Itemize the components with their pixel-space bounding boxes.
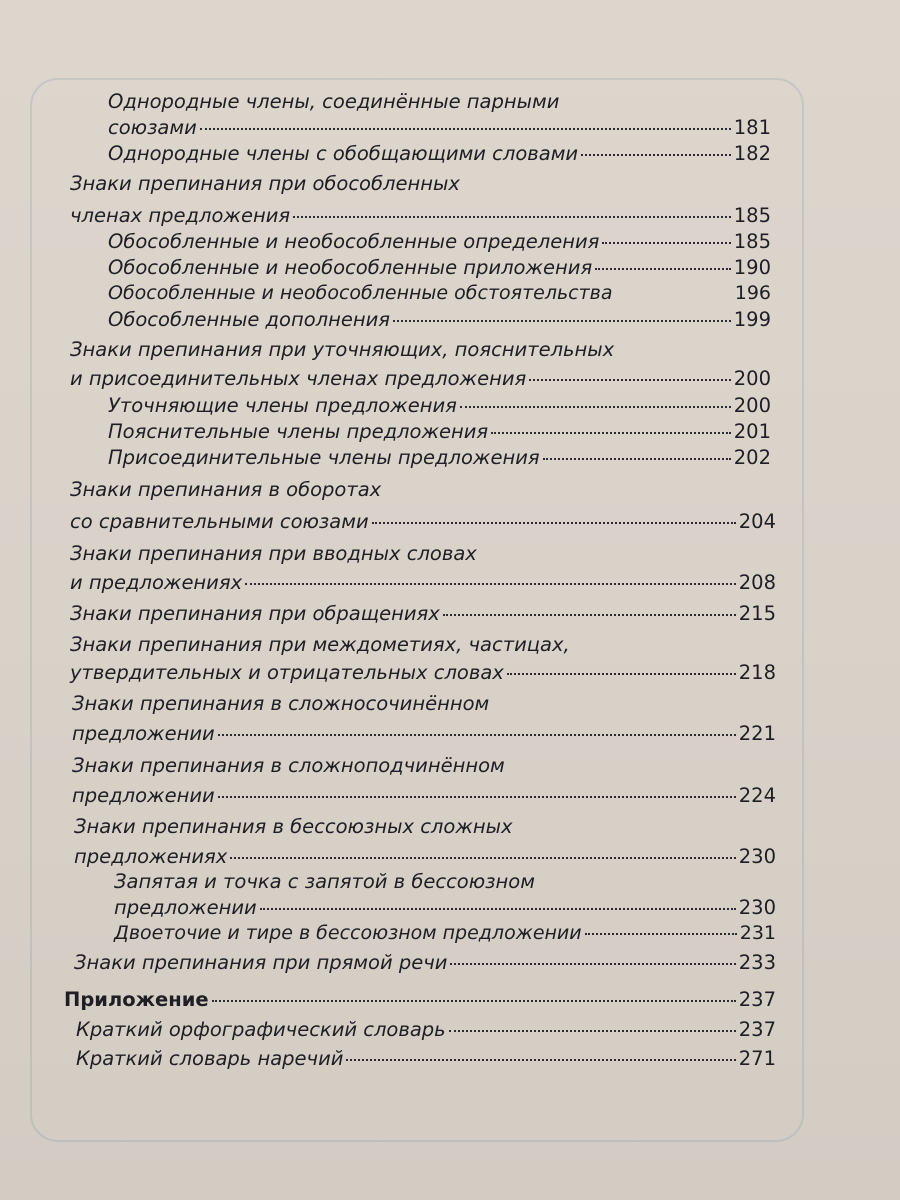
toc-entry xyxy=(114,922,776,944)
toc-entry-title: Знаки препинания при уточняющих, пояснительных xyxy=(70,338,615,361)
toc-page-number: 231 xyxy=(739,922,776,944)
toc-entry-title: Знаки препинания при прямой речи xyxy=(74,951,448,974)
leader-dots xyxy=(200,128,731,130)
toc-entry-title: Краткий словарь наречий xyxy=(76,1047,344,1070)
toc-entry-title: Присоединительные члены предложения xyxy=(108,446,540,469)
toc-page-number: 224 xyxy=(738,784,776,807)
toc-entry-title: предложении xyxy=(72,722,215,745)
toc-entry-title: Обособленные дополнения xyxy=(108,308,390,331)
leader-dots xyxy=(260,908,736,910)
toc-entry-title: Знаки препинания при обособленных xyxy=(70,172,460,195)
toc-entry xyxy=(74,845,776,868)
leader-dots xyxy=(372,522,736,524)
toc-entry xyxy=(108,116,771,139)
toc-entry-title: предложении xyxy=(72,784,215,807)
toc-entry xyxy=(70,542,776,565)
toc-page-number: 237 xyxy=(738,988,776,1011)
toc-page-number: 230 xyxy=(738,845,776,868)
toc-entry xyxy=(74,951,776,974)
toc-entry xyxy=(114,870,776,893)
toc-entry-title: Знаки препинания в сложноподчинённом xyxy=(72,754,505,777)
leader-dots xyxy=(230,857,736,859)
toc-entry-title: союзами xyxy=(108,116,197,139)
toc-page-number: 201 xyxy=(733,420,771,443)
toc-entry xyxy=(114,896,776,919)
toc-entry xyxy=(72,754,776,777)
toc-entry xyxy=(70,204,771,227)
toc-entry xyxy=(70,602,776,625)
toc-entry-title: Знаки препинания в сложносочинённом xyxy=(72,692,490,715)
toc-page-number: 190 xyxy=(733,256,771,279)
toc-page-number: 204 xyxy=(738,510,776,533)
toc-page-number: 185 xyxy=(733,230,771,253)
toc-entry xyxy=(70,172,771,195)
leader-dots xyxy=(346,1059,735,1061)
leader-dots xyxy=(460,406,731,408)
toc-entry-title: Пояснительные члены предложения xyxy=(108,420,489,443)
toc-entry-title: Краткий орфографический словарь xyxy=(76,1018,446,1041)
leader-dots xyxy=(585,933,737,935)
toc-page-number: 182 xyxy=(733,142,771,165)
toc-entry xyxy=(108,446,771,469)
toc-page-number: 199 xyxy=(733,308,771,331)
toc-page-number: 221 xyxy=(738,722,776,745)
toc-entry-title: Знаки препинания при вводных словах xyxy=(70,542,477,565)
leader-dots xyxy=(543,458,731,460)
toc-entry-title: Обособленные и необособленные определения xyxy=(108,230,600,253)
toc-entry xyxy=(108,282,771,304)
toc-entry-title: Обособленные и необособленные приложения xyxy=(108,256,593,279)
toc-entry xyxy=(70,367,771,390)
toc-page-number: 230 xyxy=(738,896,776,919)
toc-entry-title: Двоеточие и тире в бессоюзном предложении xyxy=(114,922,582,944)
leader-dots xyxy=(218,734,736,736)
toc-entry-title: предложениях xyxy=(74,845,228,868)
toc-entry xyxy=(72,722,776,745)
toc-entry xyxy=(72,784,776,807)
toc-entry xyxy=(108,420,771,443)
leader-dots xyxy=(450,963,735,965)
toc-page-number: 233 xyxy=(738,951,776,974)
toc-entry xyxy=(108,90,771,113)
toc-entry-title: и предложениях xyxy=(70,571,243,594)
toc-entry xyxy=(70,633,776,656)
toc-page-number: 181 xyxy=(733,116,771,139)
toc-entry-title: Приложение xyxy=(64,988,209,1011)
toc-entry xyxy=(70,571,776,594)
toc-page-number: 200 xyxy=(733,367,771,390)
toc-entry-title: Знаки препинания при междометиях, частицах, xyxy=(70,633,570,656)
toc-entry xyxy=(70,661,776,684)
leader-dots xyxy=(507,673,736,675)
toc-entry-title: Обособленные и необособленные обстоятельства xyxy=(108,282,613,304)
toc-entry xyxy=(72,692,776,715)
toc-entry-appendix xyxy=(64,988,776,1011)
toc-page-number: 185 xyxy=(733,204,771,227)
leader-dots xyxy=(212,1000,736,1002)
toc-entry-title: членах предложения xyxy=(70,204,291,227)
toc-entry xyxy=(70,478,776,501)
toc-entry-title: предложении xyxy=(114,896,257,919)
toc-page-number: 200 xyxy=(733,394,771,417)
toc-page-number: 237 xyxy=(738,1018,776,1041)
toc-entry-title: Однородные члены с обобщающими словами xyxy=(108,142,579,165)
toc-entry-title: Запятая и точка с запятой в бессоюзном xyxy=(114,870,535,893)
toc-page-number: 271 xyxy=(738,1047,776,1070)
toc-entry xyxy=(76,1018,776,1041)
toc-page-number: 202 xyxy=(733,446,771,469)
toc-entry xyxy=(108,308,771,331)
leader-dots xyxy=(218,796,736,798)
toc-entry xyxy=(108,394,771,417)
toc-entry-title: со сравнительными союзами xyxy=(70,510,369,533)
leader-dots xyxy=(595,268,731,270)
toc-entry xyxy=(70,510,776,533)
toc-entry-title: Знаки препинания в оборотах xyxy=(70,478,382,501)
toc-page-number: 215 xyxy=(738,602,776,625)
toc-entry-title: утвердительных и отрицательных словах xyxy=(70,661,504,684)
toc-entry-title: Знаки препинания в бессоюзных сложных xyxy=(74,815,513,838)
toc-entry xyxy=(70,338,771,361)
toc-page-number: 218 xyxy=(738,661,776,684)
toc-entry xyxy=(108,142,771,165)
leader-dots xyxy=(529,379,731,381)
toc-entry-title: Знаки препинания при обращениях xyxy=(70,602,440,625)
toc-entry xyxy=(108,256,771,279)
leader-dots xyxy=(245,583,736,585)
toc-page-number: 208 xyxy=(738,571,776,594)
leader-dots xyxy=(293,216,731,218)
toc-entry-title: Однородные члены, соединённые парными xyxy=(108,90,560,113)
leader-dots xyxy=(602,242,730,244)
toc-page-number: 196 xyxy=(734,282,771,304)
toc-entry xyxy=(108,230,771,253)
toc-entry xyxy=(76,1047,776,1070)
toc-entry-title: Уточняющие члены предложения xyxy=(108,394,457,417)
toc-entry-title: и присоединительных членах предложения xyxy=(70,367,527,390)
leader-dots xyxy=(449,1030,736,1032)
leader-dots xyxy=(491,432,731,434)
toc-entry xyxy=(74,815,776,838)
leader-dots xyxy=(393,320,731,322)
leader-dots xyxy=(443,614,736,616)
leader-dots xyxy=(581,154,731,156)
